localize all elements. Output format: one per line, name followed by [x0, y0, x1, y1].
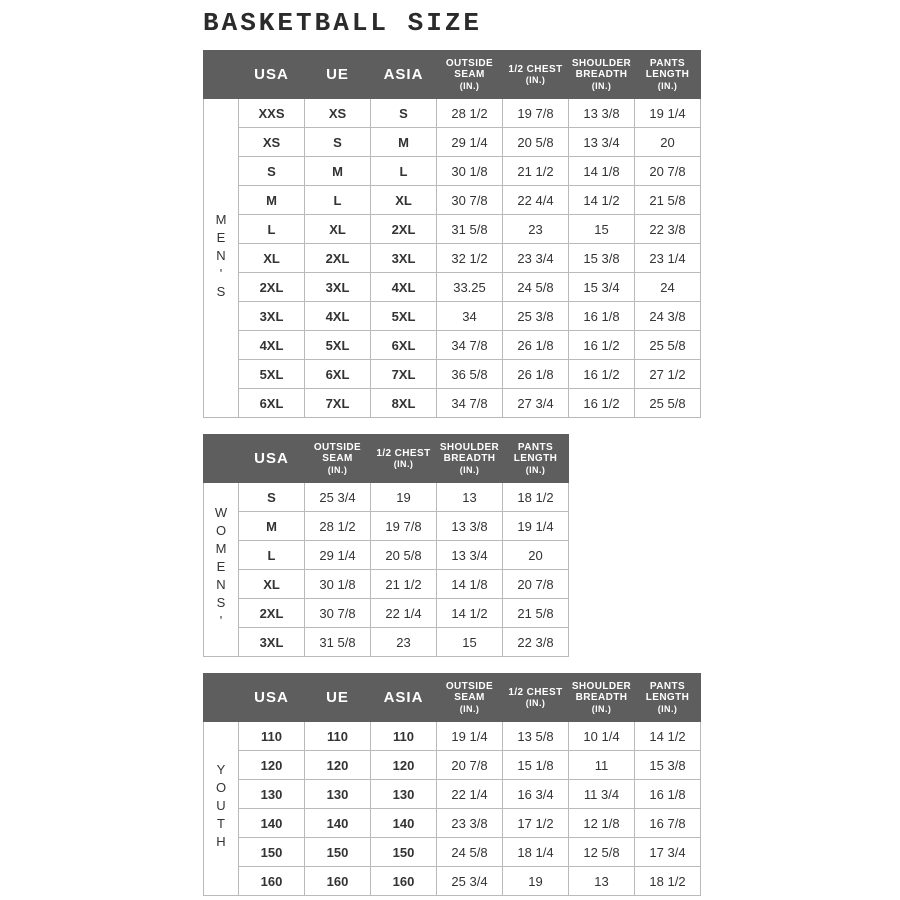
- cell-size-usa: 160: [239, 867, 305, 896]
- table-cell: 17 3/4: [635, 838, 701, 867]
- table-cell: 10 1/4: [569, 722, 635, 751]
- column-header-pants-length: [635, 674, 701, 722]
- table-cell: XL: [305, 215, 371, 244]
- table-cell: 28 1/2: [305, 512, 371, 541]
- table-cell: 19: [503, 867, 569, 896]
- table-cell: 4XL: [371, 273, 437, 302]
- table-row: [204, 751, 701, 780]
- column-header-ue: UE: [305, 51, 371, 99]
- table-row: [204, 186, 701, 215]
- table-row: [204, 273, 701, 302]
- table-cell: 23 3/4: [503, 244, 569, 273]
- table-row: [204, 867, 701, 896]
- table-cell: 24 3/8: [635, 302, 701, 331]
- table-cell: 15 3/8: [635, 751, 701, 780]
- table-cell: 19 7/8: [503, 99, 569, 128]
- womens-size-table-block: [203, 434, 569, 657]
- table-cell: 3XL: [305, 273, 371, 302]
- column-header-shoulder-breadth: [437, 435, 503, 483]
- table-cell: 18 1/2: [635, 867, 701, 896]
- table-cell: 3XL: [371, 244, 437, 273]
- table-cell: 30 1/8: [437, 157, 503, 186]
- column-header-usa: USA: [239, 674, 305, 722]
- table-cell: 140: [305, 809, 371, 838]
- cell-size-usa: 110: [239, 722, 305, 751]
- table-cell: M: [371, 128, 437, 157]
- cell-size-usa: L: [239, 541, 305, 570]
- table-cell: 19 1/4: [635, 99, 701, 128]
- table-cell: XL: [371, 186, 437, 215]
- column-header-unit: (IN.): [525, 698, 546, 709]
- table-row: [204, 599, 569, 628]
- table-cell: 16 1/8: [635, 780, 701, 809]
- table-cell: 31 5/8: [305, 628, 371, 657]
- table-cell: 19 7/8: [371, 512, 437, 541]
- table-cell: 2XL: [305, 244, 371, 273]
- table-cell: 13 3/8: [437, 512, 503, 541]
- column-header-usa: USA: [239, 435, 305, 483]
- table-row: [204, 838, 701, 867]
- column-header-unit: (IN.): [327, 464, 348, 475]
- table-cell: 160: [371, 867, 437, 896]
- table-cell: 14 1/8: [569, 157, 635, 186]
- table-cell: 19 1/4: [437, 722, 503, 751]
- column-header-unit: (IN.): [525, 75, 546, 86]
- table-cell: 11 3/4: [569, 780, 635, 809]
- table-row: [204, 331, 701, 360]
- table-cell: 12 5/8: [569, 838, 635, 867]
- table-cell: 33.25: [437, 273, 503, 302]
- table-cell: 15: [437, 628, 503, 657]
- table-cell: 30 7/8: [305, 599, 371, 628]
- table-cell: S: [371, 99, 437, 128]
- column-header-unit: (IN.): [657, 80, 678, 91]
- table-cell: 7XL: [305, 389, 371, 418]
- table-cell: M: [305, 157, 371, 186]
- table-cell: 36 5/8: [437, 360, 503, 389]
- table-cell: 16 1/8: [569, 302, 635, 331]
- table-cell: 20 7/8: [635, 157, 701, 186]
- table-row: [204, 628, 569, 657]
- table-cell: 27 1/2: [635, 360, 701, 389]
- table-cell: 25 5/8: [635, 331, 701, 360]
- table-cell: 29 1/4: [437, 128, 503, 157]
- table-cell: 14 1/2: [437, 599, 503, 628]
- column-header-unit: (IN.): [459, 464, 480, 475]
- table-cell: 7XL: [371, 360, 437, 389]
- table-row: [204, 780, 701, 809]
- cell-size-usa: XXS: [239, 99, 305, 128]
- column-header-label: 1/2 CHEST: [508, 63, 563, 75]
- table-cell: 34: [437, 302, 503, 331]
- column-header-shoulder-breadth: [569, 51, 635, 99]
- table-cell: 15: [569, 215, 635, 244]
- table-cell: 25 3/4: [437, 867, 503, 896]
- table-cell: 26 1/8: [503, 360, 569, 389]
- table-cell: 130: [371, 780, 437, 809]
- cell-size-usa: S: [239, 157, 305, 186]
- column-header-1-2-chest: [371, 435, 437, 483]
- table-cell: 18 1/4: [503, 838, 569, 867]
- column-header-ue: UE: [305, 674, 371, 722]
- cell-size-usa: 3XL: [239, 302, 305, 331]
- column-header-unit: (IN.): [525, 464, 546, 475]
- cell-size-usa: M: [239, 512, 305, 541]
- column-header-shoulder-breadth: [569, 674, 635, 722]
- table-cell: 19 1/4: [503, 512, 569, 541]
- table-cell: 29 1/4: [305, 541, 371, 570]
- mens-size-table-block: [203, 50, 701, 418]
- column-header-label: 1/2 CHEST: [508, 686, 563, 698]
- table-cell: 14 1/8: [437, 570, 503, 599]
- table-cell: 26 1/8: [503, 331, 569, 360]
- table-row: [204, 157, 701, 186]
- table-cell: 23: [371, 628, 437, 657]
- cell-size-usa: L: [239, 215, 305, 244]
- column-header-label: PANTS LENGTH: [513, 441, 558, 465]
- table-cell: 14 1/2: [635, 722, 701, 751]
- youth-size-table: [203, 673, 701, 896]
- table-cell: 23: [503, 215, 569, 244]
- cell-size-usa: 5XL: [239, 360, 305, 389]
- mens-size-table: [203, 50, 701, 418]
- table-cell: 19: [371, 483, 437, 512]
- table-row: [204, 809, 701, 838]
- table-cell: 5XL: [305, 331, 371, 360]
- table-cell: 120: [371, 751, 437, 780]
- table-row: [204, 360, 701, 389]
- table-cell: 20 7/8: [503, 570, 569, 599]
- table-cell: 160: [305, 867, 371, 896]
- table-cell: 13: [569, 867, 635, 896]
- table-cell: 17 1/2: [503, 809, 569, 838]
- column-header-label: OUTSIDE SEAM: [313, 441, 362, 465]
- table-cell: 24 5/8: [437, 838, 503, 867]
- table-cell: 20: [635, 128, 701, 157]
- table-row: [204, 215, 701, 244]
- table-cell: XS: [305, 99, 371, 128]
- cell-size-usa: 150: [239, 838, 305, 867]
- table-cell: 16 7/8: [635, 809, 701, 838]
- cell-size-usa: 6XL: [239, 389, 305, 418]
- table-corner-cell: [204, 51, 239, 99]
- table-cell: 24: [635, 273, 701, 302]
- table-cell: 25 3/4: [305, 483, 371, 512]
- table-cell: 20 5/8: [503, 128, 569, 157]
- table-cell: 18 1/2: [503, 483, 569, 512]
- table-cell: 16 1/2: [569, 331, 635, 360]
- table-cell: 34 7/8: [437, 331, 503, 360]
- table-cell: 14 1/2: [569, 186, 635, 215]
- table-cell: 130: [305, 780, 371, 809]
- table-cell: 6XL: [371, 331, 437, 360]
- cell-size-usa: 130: [239, 780, 305, 809]
- column-header-label: SHOULDER BREADTH: [571, 680, 632, 704]
- table-cell: 6XL: [305, 360, 371, 389]
- row-group-label-text: WOMENS': [213, 505, 229, 631]
- page-title: BASKETBALL SIZE: [203, 8, 483, 38]
- table-cell: 22 4/4: [503, 186, 569, 215]
- table-cell: 22 1/4: [371, 599, 437, 628]
- cell-size-usa: 4XL: [239, 331, 305, 360]
- table-cell: 25 5/8: [635, 389, 701, 418]
- column-header-1-2-chest: [503, 674, 569, 722]
- column-header-unit: (IN.): [591, 703, 612, 714]
- table-cell: 4XL: [305, 302, 371, 331]
- column-header-unit: (IN.): [591, 80, 612, 91]
- table-cell: 21 1/2: [371, 570, 437, 599]
- column-header-pants-length: [635, 51, 701, 99]
- cell-size-usa: XS: [239, 128, 305, 157]
- cell-size-usa: 140: [239, 809, 305, 838]
- column-header-label: SHOULDER BREADTH: [571, 57, 632, 81]
- column-header-outside-seam: [305, 435, 371, 483]
- table-cell: 22 1/4: [437, 780, 503, 809]
- table-row: [204, 512, 569, 541]
- table-cell: 110: [305, 722, 371, 751]
- table-cell: 15 3/8: [569, 244, 635, 273]
- table-row: [204, 99, 701, 128]
- column-header-asia: ASIA: [371, 51, 437, 99]
- table-row: [204, 570, 569, 599]
- column-header-usa: USA: [239, 51, 305, 99]
- table-cell: 21 5/8: [503, 599, 569, 628]
- table-cell: 27 3/4: [503, 389, 569, 418]
- column-header-outside-seam: [437, 674, 503, 722]
- table-cell: 30 1/8: [305, 570, 371, 599]
- table-cell: S: [305, 128, 371, 157]
- column-header-unit: (IN.): [657, 703, 678, 714]
- column-header-pants-length: [503, 435, 569, 483]
- table-cell: 24 5/8: [503, 273, 569, 302]
- table-cell: 140: [371, 809, 437, 838]
- table-cell: 16 1/2: [569, 360, 635, 389]
- table-cell: 34 7/8: [437, 389, 503, 418]
- table-row: [204, 244, 701, 273]
- table-cell: 32 1/2: [437, 244, 503, 273]
- row-group-label: [204, 99, 239, 418]
- table-cell: 13: [437, 483, 503, 512]
- table-cell: 13 3/4: [437, 541, 503, 570]
- table-cell: 31 5/8: [437, 215, 503, 244]
- table-cell: 16 3/4: [503, 780, 569, 809]
- column-header-label: OUTSIDE SEAM: [445, 680, 494, 704]
- table-cell: 12 1/8: [569, 809, 635, 838]
- table-cell: 13 5/8: [503, 722, 569, 751]
- table-cell: 21 5/8: [635, 186, 701, 215]
- column-header-unit: (IN.): [459, 703, 480, 714]
- table-corner-cell: [204, 674, 239, 722]
- table-cell: 5XL: [371, 302, 437, 331]
- cell-size-usa: 2XL: [239, 273, 305, 302]
- table-row: [204, 541, 569, 570]
- table-cell: 13 3/4: [569, 128, 635, 157]
- table-cell: L: [371, 157, 437, 186]
- cell-size-usa: S: [239, 483, 305, 512]
- table-cell: 22 3/8: [635, 215, 701, 244]
- cell-size-usa: 3XL: [239, 628, 305, 657]
- table-row: [204, 483, 569, 512]
- cell-size-usa: 2XL: [239, 599, 305, 628]
- table-cell: 16 1/2: [569, 389, 635, 418]
- womens-size-table: [203, 434, 569, 657]
- table-cell: 30 7/8: [437, 186, 503, 215]
- column-header-label: OUTSIDE SEAM: [445, 57, 494, 81]
- table-cell: 23 1/4: [635, 244, 701, 273]
- table-row: [204, 128, 701, 157]
- table-cell: 28 1/2: [437, 99, 503, 128]
- column-header-asia: ASIA: [371, 674, 437, 722]
- table-row: [204, 722, 701, 751]
- cell-size-usa: 120: [239, 751, 305, 780]
- table-cell: 15 1/8: [503, 751, 569, 780]
- column-header-unit: (IN.): [393, 459, 414, 470]
- cell-size-usa: XL: [239, 570, 305, 599]
- table-cell: 150: [371, 838, 437, 867]
- youth-size-table-block: [203, 673, 701, 896]
- column-header-unit: (IN.): [459, 80, 480, 91]
- cell-size-usa: M: [239, 186, 305, 215]
- table-cell: 15 3/4: [569, 273, 635, 302]
- cell-size-usa: XL: [239, 244, 305, 273]
- column-header-label: SHOULDER BREADTH: [439, 441, 500, 465]
- table-row: [204, 302, 701, 331]
- row-group-label-text: MEN'S: [213, 211, 229, 302]
- column-header-1-2-chest: [503, 51, 569, 99]
- row-group-label-text: YOUTH: [213, 762, 229, 852]
- table-cell: 120: [305, 751, 371, 780]
- table-cell: 20 7/8: [437, 751, 503, 780]
- table-cell: 20 5/8: [371, 541, 437, 570]
- table-corner-cell: [204, 435, 239, 483]
- row-group-label: [204, 483, 239, 657]
- table-cell: L: [305, 186, 371, 215]
- table-row: [204, 389, 701, 418]
- table-cell: 20: [503, 541, 569, 570]
- table-cell: 23 3/8: [437, 809, 503, 838]
- column-header-label: PANTS LENGTH: [645, 680, 690, 704]
- column-header-label: 1/2 CHEST: [376, 447, 431, 459]
- table-cell: 22 3/8: [503, 628, 569, 657]
- table-cell: 13 3/8: [569, 99, 635, 128]
- table-cell: 8XL: [371, 389, 437, 418]
- table-cell: 2XL: [371, 215, 437, 244]
- table-cell: 110: [371, 722, 437, 751]
- table-cell: 25 3/8: [503, 302, 569, 331]
- table-cell: 11: [569, 751, 635, 780]
- column-header-outside-seam: [437, 51, 503, 99]
- table-cell: 150: [305, 838, 371, 867]
- table-cell: 21 1/2: [503, 157, 569, 186]
- column-header-label: PANTS LENGTH: [645, 57, 690, 81]
- row-group-label: [204, 722, 239, 896]
